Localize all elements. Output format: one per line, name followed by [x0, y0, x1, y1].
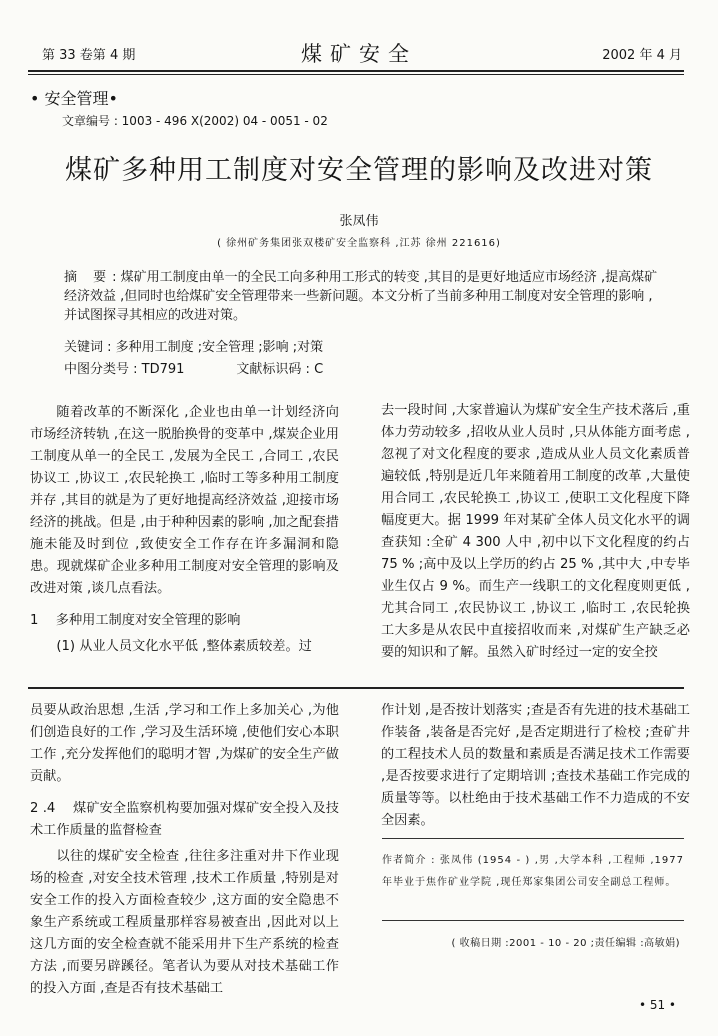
header-rule-thin — [28, 74, 684, 75]
section-label: • 安全管理• — [30, 89, 118, 108]
document-code: 文献标识码 : C — [236, 362, 324, 377]
author-name: 张凤伟 — [339, 214, 379, 229]
footnote-rule-top — [382, 838, 684, 839]
clc-number: 中图分类号 : TD791 — [64, 362, 185, 377]
author-affiliation: ( 徐州矿务集团张双楼矿安全监察科 ,江苏 徐州 221616) — [217, 238, 501, 249]
journal-name: 煤矿安全 — [301, 42, 417, 66]
middle-rule — [28, 687, 684, 689]
article-number: 文章编号 : 1003 - 496 X(2002) 04 - 0051 - 02 — [62, 114, 328, 128]
header-rule-thick — [28, 70, 684, 72]
education-paragraph: 去一段时间 ,大家普遍认为煤矿安全生产技术落后 ,重体力劳动较多 ,招收从业人员时 ,只从体能方面考虑 ,忽视了对文化程度的要求 ,造成从业人员文化素质普遍较低 ,特别是近几年来随着用工制度的改革 ,大量使用合同工 ,农民轮换工 ,协议工 ,使职工文化程度下降幅度更大。据 1999 年对某矿全体人员文化水平的调查获知 :全矿 4 300 人中 ,初中以下文化程度的约占 75 % ;高中及以上学历的约占 25 % ,其中大 ,中专毕业生仅占 9 %。而生产一线职工的文化程度则更低 ,尤其合同工 ,农民协议工 ,协议工 ,临时工 ,农民轮换工大多是从农民中直接招收而来 ,对煤矿生产缺乏必要的知识和了解。虽然入矿时经过一定的安全挍 — [381, 403, 690, 660]
inspection-paragraph: 以往的煤矿安全检查 ,往往多注重对井下作业现场的检查 ,对安全技术管理 ,技术工作质量 ,特别是对安全工作的投入方面检查较少 ,这方面的安全隐患不象生产系统或工程质量那样容易被查出 ,因此对以上这几方面的安全检查就不能采用井下生产系统的检查方法 ,而要另辟蹊径。笔者认为要从对技术基础工作的投入方面 ,查是否有技术基础工 — [30, 849, 339, 996]
column-2-bottom — [381, 700, 690, 832]
abstract-text: : 煤矿用工制度由单一的全民工向多种用工形式的转变 ,其目的是更好地适应市场经济 ,提高煤矿经济效益 ,但同时也给煤矿安全管理带来一些新问题。本文分析了当前多种用工制度对安全管理的影响 ,并试图探寻其相应的改进对策。 — [64, 270, 658, 323]
journal-date: 2002 年 4 月 — [602, 48, 682, 63]
received-date: ( 收稿日期 :2001 - 10 - 20 ;责任编辑 :高敏娟) — [451, 938, 680, 949]
classification — [64, 358, 323, 377]
inspection-continued: 作计划 ,是否按计划落实 ;查是否有先进的技术基础工作装备 ,装备是否完好 ,是否定期进行了检校 ;查矿井的工程技术人员的数量和素质是否满足技术工作需要 ,是否按要求进行了定期培训 ;查技术基础工作完成的质量等等。以杜绝由于技术基础工作不力造成的不安全因素。 — [381, 703, 690, 828]
abstract — [64, 268, 664, 325]
section-heading-1: 1 多种用工制度对安全管理的影响 — [30, 613, 241, 628]
page-number: • 51 • — [638, 998, 676, 1012]
footnote-rule-bottom — [382, 920, 684, 921]
column-1-bottom — [30, 700, 339, 1000]
column-1-top — [30, 402, 339, 658]
journal-issue: 第 33 卷第 4 期 — [42, 48, 136, 63]
paper-title: 煤矿多种用工制度对安全管理的影响及改进对策 — [65, 155, 653, 186]
intro-paragraph: 随着改革的不断深化 ,企业也由单一计划经济向市场经济转轨 ,在这一脱胎换骨的变革中 ,煤炭企业用工制度从单一的全民工 ,发展为全民工 ,合同工 ,农民协议工 ,协议工 ,农民轮换工 ,临时工等多种用工制度并存 ,其目的就是为了更好地提高经济效益 ,迎接市场经济的挑战。但是 ,由于种种因素的影响 ,加之配套措施未能及时到位 ,致使安全工作存在许多漏洞和隐患。现就煤矿企业多种用工制度对安全管理的影响及改进对策 ,谈几点看法。 — [30, 405, 339, 596]
subpoint-1: (1) 从业人员文化水平低 ,整体素质较差。过 — [56, 639, 312, 654]
column-2-top — [381, 400, 690, 664]
section-heading-2-4: 2 .4 煤矿安全监察机构要加强对煤矿安全投入及技术工作质量的监督检查 — [30, 801, 339, 838]
care-paragraph: 员要从政治思想 ,生活 ,学习和工作上多加关心 ,为他们创造良好的工作 ,学习及生活环境 ,使他们安心本职工作 ,充分发挥他们的聪明才智 ,为煤矿的安全生产做贡献。 — [30, 703, 339, 784]
abstract-label: 摘 要 — [64, 270, 113, 285]
keywords: 关键词 : 多种用工制度 ;安全管理 ;影响 ;对策 — [64, 340, 324, 355]
author-bio: 作者简介 : 张凤伟 (1954 - ) ,男 ,大学本科 ,工程师 ,1977 年毕业于焦作矿业学院 ,现任郑家集团公司安全副总工程师。 — [382, 855, 684, 888]
